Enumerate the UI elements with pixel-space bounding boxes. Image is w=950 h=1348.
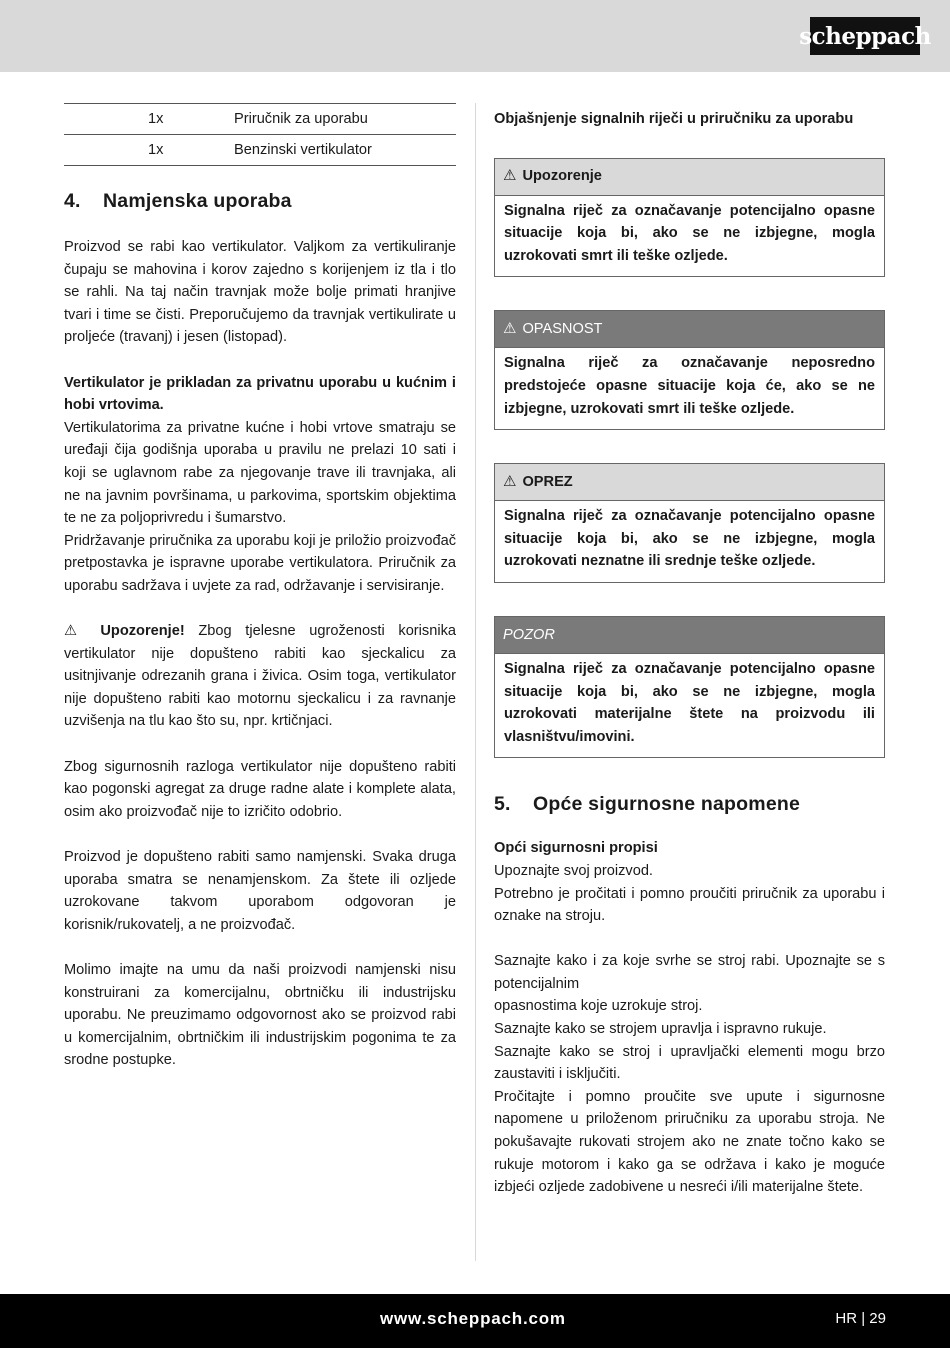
- left-column: [64, 103, 456, 1072]
- signal-box-text: Signalna riječ za označavanje neposredno predstojeće opasne situacije koja će, ako se ne izbjegne, uzrokovati smrt ili teške ozljede.: [504, 355, 875, 417]
- warning-text: Zbog tjelesne ugroženosti korisnika vertikulator nije dopušteno rabiti kao sjeckalicu za usitnjivanje odrezanih grana i živica. Osim toga, vertikulator nije dopušteno rabiti kao motornu sjeckalicu i za ravnanje uzvišenja na tlu kao što su, npr. krtičnjaci.: [64, 623, 456, 730]
- section-5-heading: [494, 791, 885, 817]
- signal-box-pozor: [494, 616, 885, 758]
- signal-words-title: Objašnjenje signalnih riječi u priručniku za uporabu: [494, 111, 854, 127]
- section-title: Opće sigurnosne napomene: [533, 793, 801, 816]
- paragraph: Pročitajte i pomno proučite sve upute i sigurnosne napomene u priloženom priručniku za uporabu stroja. Ne pokušavajte rukovati strojem ako ne znate točno kako se rukuje motorom i kako ga se održava i kako je moguće izbjeći ozljede zadobivene u nesreći i/ili materijalne štete.: [494, 1088, 885, 1196]
- bold-lead: Vertikulator je prikladan za privatnu uporabu u kućnim i hobi vrtovima.: [64, 374, 456, 414]
- signal-box-header: [495, 311, 884, 348]
- warning-triangle-icon: ⚠: [64, 623, 87, 640]
- paragraph: Saznajte kako se stroj i upravljački elementi mogu brzo zaustaviti i isključiti.: [494, 1043, 885, 1083]
- paragraph: Proizvod se rabi kao vertikulator. Valjkom za vertikuliranje čupaju se mahovina i korov zajedno s korijenjem iz tla i tlo se rahli. Na taj način travnjak može bolje primati hranjive tvari i time se čisti. Preporučujemo da travnjak vertikulirate u proljeće (travanj) i jesen (listopad).: [64, 239, 456, 346]
- section-number: 5.: [494, 793, 511, 816]
- column-divider: [475, 103, 476, 1261]
- paragraph: opasnostima koje uzrokuje stroj.: [494, 998, 703, 1015]
- warning-paragraph: [64, 620, 456, 733]
- section-number: 4.: [64, 190, 81, 212]
- page-number: HR | 29: [835, 1310, 886, 1327]
- brand-logo: scheppach: [810, 17, 920, 55]
- signal-box-text: Signalna riječ za označavanje potencijalno opasne situacije koja bi, ako se ne izbjegne, mogla uzrokovati neznatne ili srednje teške ozljede.: [504, 508, 875, 570]
- table-row: [64, 104, 456, 135]
- signal-box-header: [495, 464, 884, 501]
- page-footer: [0, 1294, 950, 1348]
- signal-box-upozorenje: [494, 158, 885, 278]
- paragraph: Vertikulatorima za privatne kućne i hobi vrtove smatraju se uređaji čija godišnja uporaba u pravilu ne prelazi 10 sati i koji se uglavnom rabe za njegovanje trave ili travnjaka, ali ne na javnim površinama, u parkovima, sportskim objektima te ne za poljoprivredu i šumarstvo.: [64, 419, 456, 527]
- table-row: [64, 135, 456, 166]
- subheading: Opći sigurnosni propisi: [494, 840, 658, 857]
- section-4-heading: [64, 188, 456, 214]
- part-qty: 1x: [64, 104, 234, 135]
- warning-triangle-icon: ⚠: [503, 472, 517, 490]
- signal-box-opasnost: [494, 310, 885, 430]
- signal-box-text: Signalna riječ za označavanje potencijalno opasne situacije koja bi, ako se ne izbjegne, mogla uzrokovati smrt ili teške ozljede.: [504, 202, 875, 264]
- paragraph: Molimo imajte na umu da naši proizvodi namjenski nisu konstruirani za komercijalnu, obrtničku ili industrijsku uporabu. Ne preuzimamo odgovornost ako se proizvod rabi u komercijalnim, obrtničkim ili industrijskim pogonima te za srodne postupke.: [64, 962, 456, 1069]
- signal-box-header: [495, 617, 884, 654]
- right-column: [494, 108, 885, 1199]
- paragraph: Potrebno je pročitati i pomno proučiti priručnik za uporabu i oznake na stroju.: [494, 885, 885, 925]
- signal-box-header: [495, 159, 884, 196]
- section-title: Namjenska uporaba: [103, 190, 292, 212]
- parts-table: [64, 103, 456, 166]
- paragraph: Upoznajte svoj proizvod.: [494, 862, 653, 879]
- signal-label: POZOR: [503, 626, 555, 643]
- paragraph: Saznajte kako i za koje svrhe se stroj rabi. Upoznajte se s potencijalnim: [494, 953, 885, 992]
- paragraph: Pridržavanje priručnika za uporabu koji je priložio proizvođač pretpostavka je ispravne uporabe vertikulatora. Priručnik za uporabu sadržava i uvjete za rad, održavanje i servisiranje.: [64, 532, 456, 594]
- paragraph: Saznajte kako se strojem upravlja i ispravno rukuje.: [494, 1021, 827, 1038]
- warning-triangle-icon: ⚠: [503, 320, 517, 338]
- signal-label: Upozorenje: [522, 168, 602, 185]
- signal-box-oprez: [494, 463, 885, 583]
- part-qty: 1x: [64, 135, 234, 166]
- warning-label: Upozorenje!: [100, 623, 185, 640]
- signal-label: OPASNOST: [522, 321, 603, 338]
- page-header: [0, 0, 950, 72]
- part-name: Priručnik za uporabu: [234, 104, 456, 135]
- signal-label: OPREZ: [522, 473, 573, 490]
- paragraph: Proizvod je dopušteno rabiti samo namjenski. Svaka druga uporaba smatra se nenamjenskom. Za štete ili ozljede uzrokovane takvom uporabom odgovoran je korisnik/rukovatelj, a ne proizvođač.: [64, 849, 456, 933]
- part-name: Benzinski vertikulator: [234, 135, 456, 166]
- paragraph: Zbog sigurnosnih razloga vertikulator nije dopušteno rabiti kao pogonski agregat za druge radne alate i komplete alata, osim ako proizvođač nije to izričito odobrio.: [64, 758, 456, 820]
- website-link[interactable]: www.scheppach.com: [380, 1309, 566, 1328]
- signal-box-text: Signalna riječ za označavanje potencijalno opasne situacije koja bi, ako se ne izbjegne, mogla uzrokovati materijalne štete na proizvodu ili vlasništvu/imovini.: [504, 660, 875, 745]
- warning-triangle-icon: ⚠: [503, 167, 517, 185]
